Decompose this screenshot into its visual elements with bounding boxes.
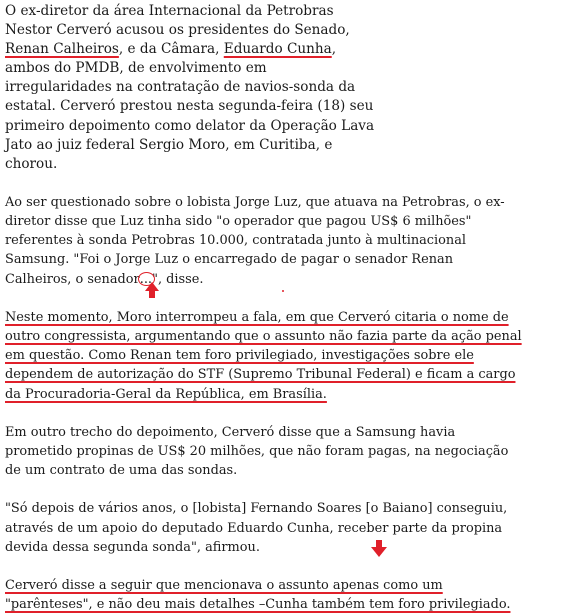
p2-line: diretor disse que Luz tinha sido "o operador que pagou US$ 6 milhões" — [5, 214, 472, 230]
p1-line: ambos do PMDB, de envolvimento em — [5, 60, 267, 77]
p4-line: de um contrato de uma das sondas. — [5, 463, 238, 479]
p1-line: Nestor Cerveró acusou os presidentes do Senado, — [5, 22, 350, 39]
paragraph-1 — [5, 0, 570, 174]
p1-line: Jato ao juiz federal Sergio Moro, em Curitiba, e — [5, 136, 333, 153]
p3-line: dependem de autorização do STF (Supremo Tribunal Federal) e ficam a cargo — [5, 367, 516, 383]
p1-line: , e da Câmara, — [118, 41, 224, 58]
paragraph-2 — [5, 193, 570, 289]
p5-line: "Só depois de vários anos, o [lobista] Fernando Soares [o Baiano] conseguiu, — [5, 501, 508, 517]
p1-line: estatal. Cerveró prestou nesta segunda-feira (18) seu — [5, 98, 374, 115]
p5-line: devida dessa segunda sonda", afirmou. — [5, 539, 260, 555]
p6-line: "parênteses", e não deu mais detalhes –Cunha também tem foro privilegiado. — [5, 597, 511, 613]
p4-line: Em outro trecho do depoimento, Cerveró disse que a Samsung havia — [5, 424, 456, 440]
p2-line: ", disse. — [152, 271, 204, 287]
p2-line: Samsung. "Foi o Jorge Luz o encarregado de pagar o senador Renan — [5, 252, 454, 268]
p2-line: referentes à sonda Petrobras 10.000, contratada junto à multinacional — [5, 233, 467, 249]
paragraph-4 — [5, 423, 570, 481]
p3-line: Neste momento, Moro interrompeu a fala, em que Cerveró citaria o nome de — [5, 309, 509, 325]
arrow-shaft — [149, 290, 155, 298]
p3-line: da Procuradoria-Geral da República, em Brasília. — [5, 386, 327, 402]
p2-line: Calheiros, o senador — [5, 271, 140, 287]
p2-line: Ao ser questionado sobre o lobista Jorge Luz, que atuava na Petrobras, o ex- — [5, 194, 505, 210]
arrow-head — [371, 547, 387, 557]
name-eduardo-cunha: Eduardo Cunha — [223, 41, 332, 58]
p1-line: irregularidades na contratação de navios-sonda da — [5, 79, 356, 96]
paragraph-5 — [5, 499, 570, 557]
red-dot-mark — [282, 290, 284, 292]
p4-line: prometido propinas de US$ 20 milhões, que não foram pagas, na negociação — [5, 444, 509, 460]
p1-line: primeiro depoimento como delator da Operação Lava — [5, 117, 375, 134]
p3-line: outro congressista, argumentando que o assunto não fazia parte da ação penal — [5, 329, 522, 345]
p1-line: chorou. — [5, 155, 58, 172]
p3-line: em questão. Como Renan tem foro privilegiado, investigações sobre ele — [5, 348, 474, 364]
p5-line: através de um apoio do deputado Eduardo Cunha, receber parte da propina — [5, 520, 503, 536]
ellipsis-text: ... — [139, 271, 153, 287]
p6-line: Cerveró disse a seguir que mencionava o assunto apenas como um — [5, 578, 443, 594]
name-renan-calheiros: Renan Calheiros — [5, 41, 119, 58]
article-body — [5, 0, 570, 615]
p1-line: O ex-diretor da área Internacional da Petrobras — [5, 3, 334, 19]
paragraph-3 — [5, 308, 570, 404]
paragraph-6 — [5, 576, 570, 614]
p1-line: , — [331, 41, 337, 58]
